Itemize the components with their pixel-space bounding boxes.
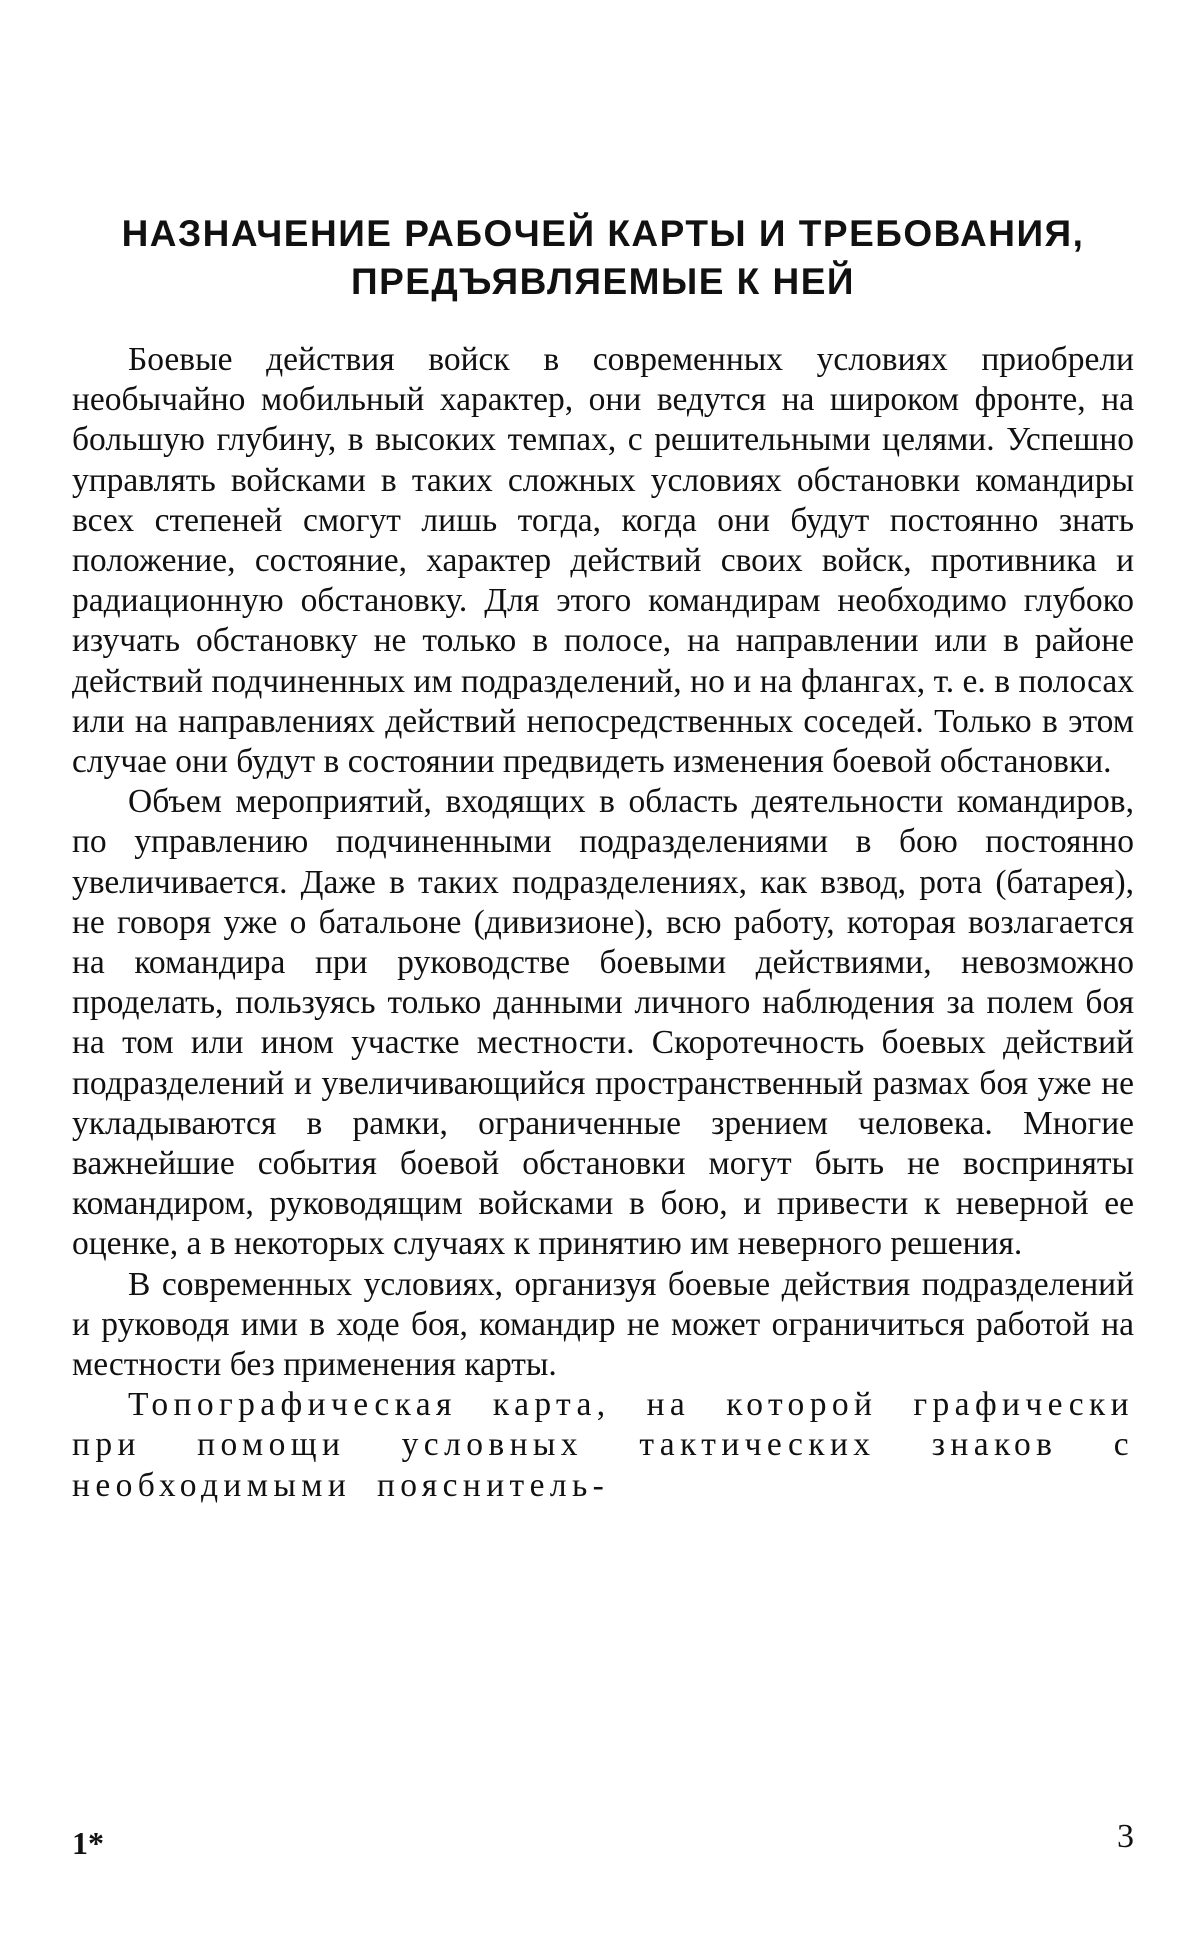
paragraph-2: Объем мероприятий, входящих в область деятельности командиров, по управлению подчиненными подразделениями в бою постоянно увеличивается. Даже в таких подразделениях, как взвод, рота (батарея), не говоря уже о батальоне (дивизионе), всю работу, которая возлагается на командира при руководстве боевыми действиями, невозможно проделать, пользуясь только данными личного наблюдения за полем боя на том или ином участке местности. Скоротечность боевых действий подразделений и увеличивающийся пространственный размах боя уже не укладываются в рамки, ограниченные зрением человека. Многие важнейшие события боевой обстановки могут быть не восприняты командиром, руководящим войсками в бою, и привести к неверной ее оценке, а в некоторых случаях к принятию им неверного решения. (72, 783, 1134, 1263)
paragraph-4: Топографическая карта, на которой графически при помощи условных тактических знаков с необходимыми пояснитель- (72, 1386, 1134, 1504)
paragraph-3: В современных условиях, организуя боевые действия подразделений и руководя ими в ходе боя, командир не может ограничиться работой на местности без применения карты. (72, 1265, 1134, 1384)
page-number: 3 (1117, 1818, 1134, 1855)
page-title-line-1: НАЗНАЧЕНИЕ РАБОЧЕЙ КАРТЫ И ТРЕБОВАНИЯ, (121, 213, 1085, 254)
page-title (72, 210, 1134, 306)
paragraph-1: Боевые действия войск в современных условиях приобрели необычайно мобильный характер, они ведутся на широком фронте, на большую глубину, в высоких темпах, с решительными целями. Успешно управлять войсками в таких сложных условиях обстановки командиры всех степеней смогут лишь тогда, когда они будут постоянно знать положение, состояние, характер действий своих войск, противника и радиационную обстановку. Для этого командирам необходимо глубоко изучать обстановку не только в полосе, на направлении или в районе действий подчиненных им подразделений, но и на флангах, т. е. в полосах или на направлениях действий непосредственных соседей. Только в этом случае они будут в состоянии предвидеть изменения боевой обстановки. (72, 341, 1134, 781)
page-title-line-2: ПРЕДЪЯВЛЯЕМЫЕ К НЕЙ (350, 261, 856, 302)
page-content (72, 210, 1134, 1506)
signature-mark: 1* (72, 1825, 104, 1861)
body-text (72, 340, 1134, 1506)
